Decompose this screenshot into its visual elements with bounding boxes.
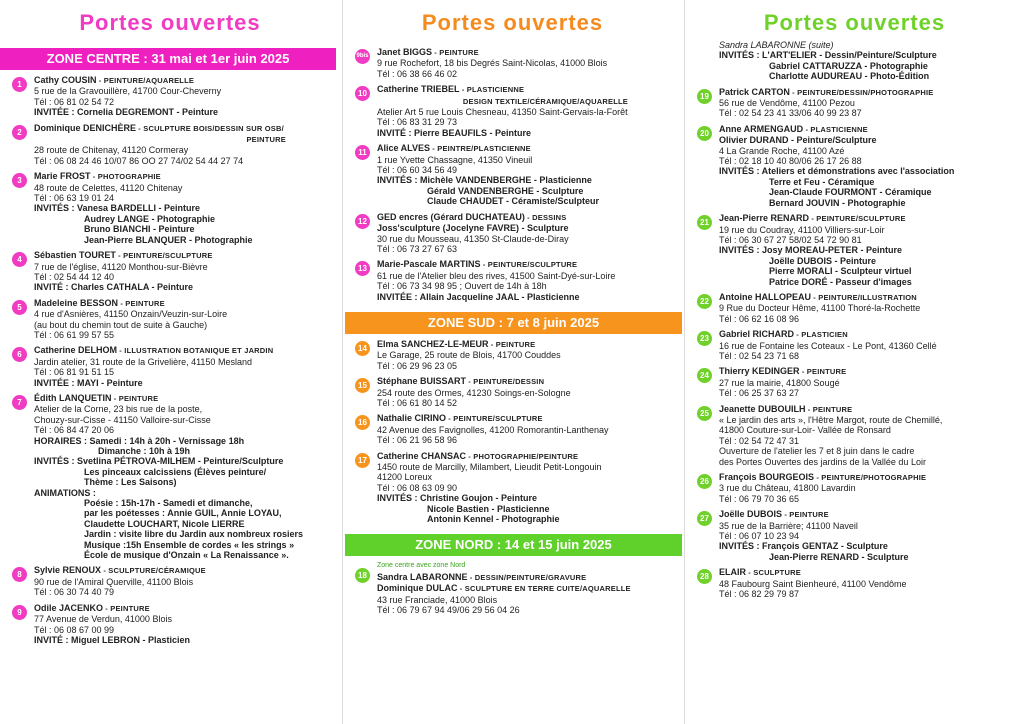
info-line: Tél : 06 83 31 29 73 xyxy=(377,117,458,128)
entry-number-badge: 5 xyxy=(12,300,27,315)
guest-line: Poésie : 15h-17h - Samedi et dimanche, xyxy=(84,498,253,509)
info-line: 9 Rue du Docteur Hême, 41100 Thoré-la-Rochette xyxy=(719,303,921,314)
zone-nord-header: ZONE NORD : 14 et 15 juin 2025 xyxy=(345,534,682,556)
artist-name: Olivier DURAND - Peinture/Sculpture xyxy=(719,135,877,146)
artist-name: Catherine DELHOM - ILLUSTRATION BOTANIQUE ET JARDIN xyxy=(34,345,274,356)
discipline-label: - PEINTURE xyxy=(805,404,853,414)
artist-name: GED encres (Gérard DUCHATEAU) - DESSINS xyxy=(377,211,567,222)
artist-name: INVITÉ : Charles CATHALA - Peinture xyxy=(34,282,194,293)
discipline-label: - PEINTURE/SCULPTURE xyxy=(809,214,906,224)
info-line: Tél : 06 21 96 58 96 xyxy=(377,435,458,446)
column-centre xyxy=(0,0,340,724)
exhibitor-entry xyxy=(0,298,340,341)
exhibitor-entry xyxy=(343,143,682,206)
discipline-label: - PLASTICIEN xyxy=(794,330,848,340)
artist-name: Nathalie CIRINO - PEINTURE/SCULPTURE xyxy=(377,413,543,424)
artist-name: ELAIR - SCULPTURE xyxy=(719,567,801,578)
info-line: Tél : 06 84 47 20 06 xyxy=(34,425,115,436)
exhibitor-entry xyxy=(685,366,1024,398)
info-line: « Le jardin des arts », l'Hêtre Margot, route de Chemillé, xyxy=(719,415,943,425)
discipline-label: - PLASTICIENNE xyxy=(459,85,525,95)
artist-name: François BOURGEOIS - PEINTURE/PHOTOGRAPHIE xyxy=(719,472,927,483)
info-line: 61 rue de l'Atelier bleu des rives, 41500 Saint-Dyé-sur-Loire xyxy=(377,270,616,281)
guest-line: Terre et Feu - Céramique xyxy=(769,176,875,187)
entry-number-badge: 16 xyxy=(355,415,370,430)
guest-line: Antonin Kennel - Photographie xyxy=(427,514,560,525)
info-line: Tél : 06 08 24 46 10/07 86 OO 27 74/02 54 44 27 74 xyxy=(34,155,244,166)
column-title: Portes ouvertes xyxy=(421,10,604,35)
info-line: 254 route des Ormes, 41230 Soings-en-Sologne xyxy=(377,387,571,398)
discipline-label: - PEINTURE xyxy=(432,48,479,57)
entry-number-badge: 26 xyxy=(697,474,712,489)
info-line: Tél : 02 54 44 12 40 xyxy=(34,271,115,282)
entry-number-badge: 2 xyxy=(12,125,27,140)
info-line: 77 Avenue de Verdun, 41000 Blois xyxy=(34,614,172,625)
artist-name: INVITÉ : Miguel LEBRON - Plasticien xyxy=(34,634,191,645)
entry-number-badge: 9 xyxy=(12,605,27,620)
entry-number-badge: 17 xyxy=(355,453,370,468)
artist-name: INVITÉS : Vanesa BARDELLI - Peinture xyxy=(34,203,201,214)
artist-name: INVITÉS : Ateliers et démonstrations avec l'association xyxy=(719,166,955,177)
info-line: Tél : 06 61 80 14 52 xyxy=(377,397,458,408)
discipline-label: - PEINTRE/PLASTICIENNE xyxy=(430,144,531,154)
artist-name: Sandra LABARONNE - DESSIN/PEINTURE/GRAVURE xyxy=(377,571,587,582)
discipline-label: DESIGN TEXTILE/CÉRAMIQUE/AQUARELLE xyxy=(462,96,628,106)
info-line: Tél : 06 73 27 67 63 xyxy=(377,243,458,254)
info-line: Tél : 06 79 70 36 65 xyxy=(719,493,800,504)
info-line: Tél : 06 62 16 08 96 xyxy=(719,313,800,324)
entry-number-badge: 21 xyxy=(697,215,712,230)
artist-name: INVITÉS : Christine Goujon - Peinture xyxy=(377,493,538,504)
artist-name: Elma SANCHEZ-LE-MEUR - PEINTURE xyxy=(377,338,536,349)
discipline-label: - SCULPTURE/CÉRAMIQUE xyxy=(101,566,206,576)
info-line: Tél : 06 82 29 79 87 xyxy=(719,589,800,600)
discipline-label: - PHOTOGRAPHIE/PEINTURE xyxy=(466,451,579,461)
entry-number-badge: 18 xyxy=(355,568,370,583)
artist-name: Sylvie RENOUX - SCULPTURE/CÉRAMIQUE xyxy=(34,565,206,576)
artist-name: INVITÉS : François GENTAZ - Sculpture xyxy=(719,541,888,552)
discipline-label: - PEINTURE xyxy=(111,393,159,403)
artist-name: INVITÉ : Pierre BEAUFILS - Peinture xyxy=(377,127,532,138)
exhibitor-entry xyxy=(0,75,340,118)
artist-name: Thierry KEDINGER - PEINTURE xyxy=(719,366,847,377)
guest-line: Pierre MORALI - Sculpteur virtuel xyxy=(769,266,912,277)
artist-name: Catherine TRIEBEL - PLASTICIENNE xyxy=(377,84,525,95)
artist-name: Dominique DULAC - SCULPTURE EN TERRE CUITE/AQUARELLE xyxy=(377,583,631,594)
artist-name: Jean-Pierre RENARD - PEINTURE/SCULPTURE xyxy=(719,213,906,224)
discipline-label: - PEINTURE/SCULPTURE xyxy=(446,414,543,424)
info-line: Tél : 06 25 37 63 27 xyxy=(719,388,800,399)
discipline-label: - ILLUSTRATION BOTANIQUE ET JARDIN xyxy=(117,346,274,356)
entry-number-badge: 9bis xyxy=(355,49,370,64)
exhibitor-entry xyxy=(0,250,340,293)
exhibitor-entry xyxy=(0,393,340,561)
info-line: 27 rue la mairie, 41800 Sougé xyxy=(719,377,840,388)
discipline-label: - PEINTURE/SCULPTURE xyxy=(115,251,213,261)
entry-number-badge: 3 xyxy=(12,173,27,188)
info-line: Tél : 06 73 34 98 95 ; Ouvert de 14h à 18h xyxy=(377,281,547,292)
artist-name: Sébastien TOURET - PEINTURE/SCULPTURE xyxy=(34,250,213,261)
info-line: Tél : 06 60 34 56 49 xyxy=(377,165,458,176)
exhibitor-entry xyxy=(685,404,1024,467)
discipline-label: - DESSINS xyxy=(524,212,567,222)
info-line: Le Garage, 25 route de Blois, 41700 Couddes xyxy=(377,350,561,361)
exhibitor-entry xyxy=(343,47,682,79)
artist-name: INVITÉE : MAYI - Peinture xyxy=(34,377,143,388)
exhibitor-entry xyxy=(685,87,1024,119)
artist-name: Stéphane BUISSART - PEINTURE/DESSIN xyxy=(377,376,545,387)
info-line: (au bout du chemin tout de suite à Gauche) xyxy=(34,319,208,330)
info-line: 4 La Grande Roche, 41100 Azé xyxy=(719,145,845,156)
info-line: Tél : 06 08 63 09 90 xyxy=(377,482,458,493)
guest-line: École de musique d'Onzain « La Renaissance ». xyxy=(84,550,289,561)
info-line: Tél : 02 54 72 47 31 xyxy=(719,435,800,446)
entry-number-badge: 24 xyxy=(697,368,712,383)
artist-name: Joëlle DUBOIS - PEINTURE xyxy=(719,509,829,520)
info-line: 5 rue de la Gravouillère, 41700 Cour-Cheverny xyxy=(34,86,222,97)
guest-line: Bernard JOUVIN - Photographie xyxy=(769,197,906,208)
guest-line: Charlotte AUDUREAU - Photo-Édition xyxy=(769,71,930,82)
artist-name: Marie FROST - PHOTOGRAPHIE xyxy=(34,171,161,182)
info-line: Tél : 06 07 10 23 94 xyxy=(719,531,800,542)
exhibitor-entry xyxy=(685,213,1024,287)
guest-line: Gabriel CATTARUZZA - Photographie xyxy=(769,60,928,71)
artist-name: Alice ALVES - PEINTRE/PLASTICIENNE xyxy=(377,143,531,154)
discipline-label: - DESSIN/PEINTURE/GRAVURE xyxy=(467,572,587,582)
column-title: Portes ouvertes xyxy=(79,10,261,35)
zone-centre-header: ZONE CENTRE : 31 mai et 1er juin 2025 xyxy=(0,48,336,70)
discipline-label: - PEINTURE xyxy=(118,298,165,308)
entry-number-badge: 8 xyxy=(12,567,27,582)
artist-name: Joss'sculpture (Jocelyne FAVRE) - Sculpture xyxy=(377,223,569,234)
artist-name: Janet BIGGS - PEINTURE xyxy=(377,47,479,57)
discipline-label: - PEINTURE/ILLUSTRATION xyxy=(811,292,917,302)
info-line: 9 rue Rochefort, 18 bis Degrés Saint-Nicolas, 41000 Blois xyxy=(377,58,608,69)
guest-line: Claude CHAUDET - Céramiste/Sculpteur xyxy=(427,196,600,207)
guest-line: Patrice DORÉ - Passeur d'images xyxy=(769,276,912,287)
info-line: Tél : 06 61 99 57 55 xyxy=(34,329,115,340)
entry-number-badge: 13 xyxy=(355,261,370,276)
artist-name: Édith LANQUETIN - PEINTURE xyxy=(34,392,159,403)
entry-number-badge: 4 xyxy=(12,252,27,267)
guest-line: Jean-Pierre BLANQUER - Photographie xyxy=(84,234,253,245)
info-line: Jardin atelier, 31 route de la Grivelière, 41150 Mesland xyxy=(34,356,252,367)
guest-line: Audrey LANGE - Photographie xyxy=(84,213,216,224)
guest-line: Gérald VANDENBERGHE - Sculpture xyxy=(427,185,584,196)
entry-number-badge: 7 xyxy=(12,395,27,410)
discipline-label: - PEINTURE/DESSIN xyxy=(466,377,545,387)
info-line: Tél : 06 81 91 51 15 xyxy=(34,367,115,378)
entry-number-badge: 20 xyxy=(697,126,712,141)
entry-number-badge: 6 xyxy=(12,347,27,362)
discipline-label: - PEINTURE xyxy=(488,339,536,349)
entry-number-badge: 14 xyxy=(355,341,370,356)
guest-line: Jardin : visite libre du Jardin aux nombreux rosiers xyxy=(84,529,304,540)
zone-sud-header: ZONE SUD : 7 et 8 juin 2025 xyxy=(345,312,682,334)
info-line: 7 rue de l'église, 41120 Monthou-sur-Bièvre xyxy=(34,261,208,272)
info-line: 1 rue Yvette Chassagne, 41350 Vineuil xyxy=(377,154,533,165)
guest-line: Joëlle DUBOIS - Peinture xyxy=(769,255,877,266)
discipline-label: - PLASTICIENNE xyxy=(803,124,868,134)
guest-line: Musique :15h Ensemble de cordes « les strings » xyxy=(84,539,295,550)
discipline-label: - PHOTOGRAPHIE xyxy=(90,172,161,182)
exhibitor-entry xyxy=(0,171,340,245)
artist-name: Marie-Pascale MARTINS - PEINTURE/SCULPTURE xyxy=(377,259,578,270)
info-line: 35 rue de la Barrière; 41100 Naveil xyxy=(719,520,858,531)
exhibitor-entry xyxy=(343,84,682,138)
info-line: Tél : 06 30 74 40 79 xyxy=(34,587,115,598)
exhibitor-entry xyxy=(343,376,682,408)
discipline-label: - PEINTURE/DESSIN/PHOTOGRAPHIE xyxy=(789,87,934,97)
discipline-label: - PEINTURE/SCULPTURE xyxy=(480,260,578,270)
artist-name: INVITÉE : Allain Jacqueline JAAL - Plasticienne xyxy=(377,291,580,302)
entries-sud xyxy=(343,339,682,525)
entry-number-badge: 19 xyxy=(697,89,712,104)
info-line: 3 rue du Château, 41800 Lavardin xyxy=(719,483,856,494)
info-line: Tél : 06 38 66 46 02 xyxy=(377,68,458,79)
exhibitor-entry xyxy=(685,292,1024,324)
info-line: 48 Faubourg Saint Bienheuré, 41100 Vendôme xyxy=(719,578,907,589)
entry-number-badge: 23 xyxy=(697,331,712,346)
artist-name: INVITÉS : Svetlina PÉTROVA-MILHEM - Peinture/Sculpture xyxy=(34,456,284,467)
guest-line: Thème : Les Saisons) xyxy=(84,477,177,488)
discipline-label: - PEINTURE xyxy=(799,367,847,377)
artist-name: Antoine HALLOPEAU - PEINTURE/ILLUSTRATION xyxy=(719,291,917,302)
guest-line: par les poétesses : Annie GUIL, Annie LOYAU, xyxy=(84,508,282,519)
entry-continued xyxy=(685,40,1024,82)
info-line: Tél : 06 29 96 23 05 xyxy=(377,360,458,371)
artist-name: Gabriel RICHARD - PLASTICIEN xyxy=(719,329,848,340)
info-line: 56 rue de Vendôme, 41100 Pezou xyxy=(719,98,855,109)
info-line: 1450 route de Marcilly, Milambert, Lieudit Petit-Longouin xyxy=(377,462,602,472)
guest-line: Bruno BIANCHI - Peinture xyxy=(84,224,195,235)
discipline-label: - PEINTURE xyxy=(103,603,150,613)
continued-label: Sandra LABARONNE (suite) xyxy=(719,40,834,50)
info-line: Ouverture de l'atelier les 7 et 8 juin dans le cadre xyxy=(719,446,915,457)
artist-name: Patrick CARTON - PEINTURE/DESSIN/PHOTOGRAPHIE xyxy=(719,86,934,97)
column-title: Portes ouvertes xyxy=(763,10,946,35)
discipline-label: - PEINTURE/PHOTOGRAPHIE xyxy=(814,473,927,483)
info-line: Chouzy-sur-Cisse - 41150 Valloire-sur-Cisse xyxy=(34,414,211,425)
entry-number-badge: 22 xyxy=(697,294,712,309)
info-line: Tél : 02 18 10 40 80/06 26 17 26 88 xyxy=(719,156,862,167)
discipline-label: - SCULPTURE BOIS/DESSIN SUR OSB/ xyxy=(136,123,284,133)
info-line: Tél : 06 08 67 00 99 xyxy=(34,624,115,635)
exhibitor-entry xyxy=(685,124,1024,208)
entry-number-badge: 11 xyxy=(355,145,370,160)
artist-name: Dominique DENICHÈRE - SCULPTURE BOIS/DESSIN SUR OSB/ xyxy=(34,122,284,133)
schedule-line: Dimanche : 10h à 19h xyxy=(98,446,191,456)
info-line: Tél : 06 79 67 94 49/06 29 56 04 26 xyxy=(377,605,520,616)
info-line: Atelier Art 5 rue Louis Chesneau, 41350 Saint-Gervais-la-Forêt xyxy=(377,107,628,118)
entries-nord-cont xyxy=(685,87,1024,600)
info-line: 41200 Loreux xyxy=(377,472,433,483)
exhibitor-entry xyxy=(343,451,682,525)
discipline-label: - PEINTURE xyxy=(782,510,829,520)
info-line: 48 route de Celettes, 41120 Chitenay xyxy=(34,182,183,193)
guest-line: Jean-Claude FOURMONT - Céramique xyxy=(769,187,932,198)
info-line: 16 rue de Fontaine les Coteaux - Le Pont, 41360 Cellé xyxy=(719,340,937,351)
exhibitor-entry xyxy=(343,339,682,371)
exhibitor-entry xyxy=(0,603,340,646)
exhibitor-entry xyxy=(343,212,682,255)
column-nord xyxy=(684,0,1024,724)
entry-number-badge: 15 xyxy=(355,378,370,393)
artist-name: INVITÉE : Cornelia DEGREMONT - Peinture xyxy=(34,107,219,118)
discipline-label: - PEINTURE/AQUARELLE xyxy=(96,76,195,85)
exhibitor-entry xyxy=(0,565,340,597)
artist-name: HORAIRES : Samedi : 14h à 20h - Vernissage 18h xyxy=(34,435,245,446)
guest-line: Jean-Pierre RENARD - Sculpture xyxy=(769,551,909,562)
info-line: Tél : 06 81 02 54 72 xyxy=(34,96,115,107)
artist-name: INVITÉS : Josy MOREAU-PETER - Peinture xyxy=(719,245,903,256)
info-line: 28 route de Chitenay, 41120 Cormeray xyxy=(34,145,189,156)
info-line: 90 rue de l'Amiral Querville, 41100 Blois xyxy=(34,576,194,587)
discipline-label: PEINTURE xyxy=(246,135,286,145)
discipline-label: - SCULPTURE xyxy=(746,568,801,578)
artist-name: Catherine CHANSAC - PHOTOGRAPHIE/PEINTURE xyxy=(377,450,579,461)
entry-number-badge: 28 xyxy=(697,569,712,584)
info-line: 19 rue du Coudray, 41100 Villiers-sur-Loir xyxy=(719,224,885,235)
guest-line: Claudette LOUCHART, Nicole LIERRE xyxy=(84,518,245,529)
guest-line: Nicole Bastien - Plasticienne xyxy=(427,503,550,514)
artist-name: Anne ARMENGAUD - PLASTICIENNE xyxy=(719,123,868,134)
entry-number-badge: 27 xyxy=(697,511,712,526)
info-line: Tél : 02 54 23 71 68 xyxy=(719,350,800,361)
exhibitor-entry xyxy=(343,413,682,445)
entries-centre-cont xyxy=(343,47,682,302)
info-line: 4 rue d'Asnières, 41150 Onzain/Veuzin-sur-Loire xyxy=(34,309,228,320)
exhibitor-entry xyxy=(685,329,1024,361)
guest-line: Les pinceaux calcissiens (Élèves peinture/ xyxy=(84,466,267,477)
info-line: 42 Avenue des Favignolles, 41200 Romorantin-Lanthenay xyxy=(377,424,609,435)
column-middle xyxy=(342,0,682,724)
artist-name: ANIMATIONS : xyxy=(34,487,96,498)
exhibitor-entry xyxy=(0,345,340,388)
info-line: Atelier de la Corne, 23 bis rue de la poste, xyxy=(34,404,203,415)
entry-number-badge: 10 xyxy=(355,86,370,101)
artist-name: Jeanette DUBOUILH - PEINTURE xyxy=(719,403,853,414)
entry-number-badge: 25 xyxy=(697,406,712,421)
info-line: des Portes Ouvertes des jardins de la Vallée du Loir xyxy=(719,456,926,467)
exhibitor-entry xyxy=(343,259,682,302)
info-line: Tél : 06 63 19 01 24 xyxy=(34,193,115,204)
exhibitor-entry xyxy=(685,509,1024,562)
info-line: Tél : 02 54 23 41 33/06 40 99 23 87 xyxy=(719,108,862,119)
entries-centre xyxy=(0,75,340,645)
artist-name: INVITÉS : Michèle VANDENBERGHE - Plasticienne xyxy=(377,175,592,186)
artist-name: Cathy COUSIN - PEINTURE/AQUARELLE xyxy=(34,75,195,85)
entry-number-badge: 1 xyxy=(12,77,27,92)
artist-name: Madeleine BESSON - PEINTURE xyxy=(34,297,165,308)
zone-note: Zone centre avec zone Nord xyxy=(377,562,466,570)
info-line: 41800 Couture-sur-Loir- Vallée de Ronsard xyxy=(719,425,891,436)
exhibitor-entry xyxy=(685,567,1024,599)
exhibitor-entry xyxy=(343,561,682,615)
info-line: Tél : 06 30 67 27 58/02 54 72 90 81 xyxy=(719,234,862,245)
artist-name: INVITÉS : L'ART'ELIER - Dessin/Peinture/Sculpture xyxy=(719,50,937,61)
discipline-label: - SCULPTURE EN TERRE CUITE/AQUARELLE xyxy=(457,584,631,594)
entries-nord xyxy=(343,561,682,615)
exhibitor-entry xyxy=(0,123,340,167)
entry-number-badge: 12 xyxy=(355,214,370,229)
info-line: 30 rue du Mousseau, 41350 St-Claude-de-Diray xyxy=(377,233,569,244)
artist-name: Odile JACENKO - PEINTURE xyxy=(34,602,150,613)
info-line: 43 rue Franciade, 41000 Blois xyxy=(377,594,498,605)
exhibitor-entry xyxy=(685,472,1024,504)
